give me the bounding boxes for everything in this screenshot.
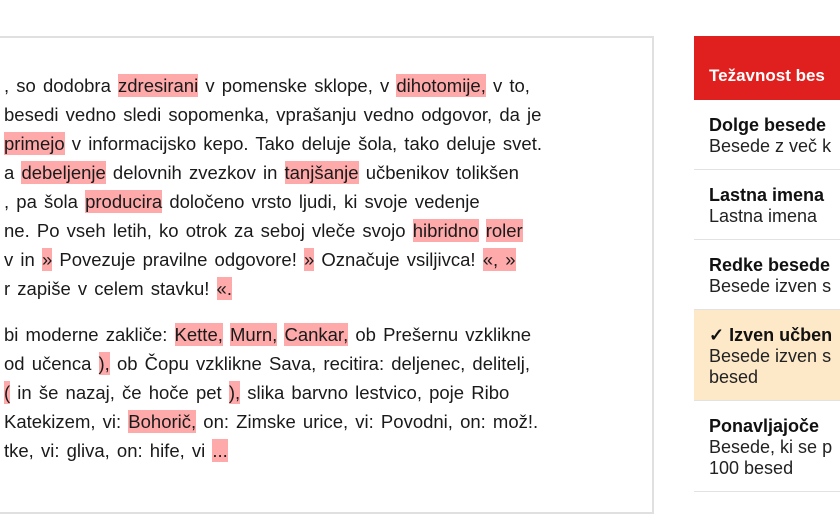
highlighted-word[interactable]: producira [85,191,163,212]
sidebar-category-item[interactable] [694,310,840,401]
text-line: Katekizem, vi: Bohorič, on: Zimske urice, vi: Povodni, on: mož!. [4,411,539,432]
text-line: , so dodobra zdresirani v pomenske sklope, v dihotomije, v to, [4,75,530,96]
text-line: bi moderne zakliče: Kette, Murn, Cankar, ob Prešernu vzklikne [4,324,532,345]
difficulty-sidebar [694,36,840,520]
category-description [709,346,840,388]
category-description [709,437,840,479]
description-line: Lastna imena [709,206,818,226]
highlighted-word[interactable]: ), [98,353,110,374]
highlighted-word[interactable]: hibridno [412,220,479,241]
text-line: od učenca ), ob Čopu vzklikne Sava, recitira: deljenec, delitelj, [4,353,531,374]
text-line: ne. Po vseh letih, ko otrok za seboj vleče svojo hibridno roler [4,220,523,241]
highlighted-word[interactable]: » [303,249,315,270]
category-title: ✓ Izven učben [709,325,833,345]
text-line: primejo v informacijsko kepo. Tako deluje šola, tako deluje svet. [4,133,542,154]
description-line: Besede z več k [709,136,832,156]
highlighted-word[interactable]: dihotomije, [396,75,486,96]
text-line: tke, vi: gliva, on: hife, vi ... [4,440,228,461]
category-title: Dolge besede [709,115,827,135]
sidebar-category-item[interactable] [694,240,840,310]
text-line: r zapiše v celem stavku! «. [4,278,232,299]
text-line: a debeljenje delovnih zvezkov in tanjšanje učbenikov tolikšen [4,162,519,183]
highlighted-word[interactable]: «, » [482,249,516,270]
highlighted-word[interactable]: Cankar, [284,324,349,345]
category-title: Ponavljajoče [709,416,820,436]
highlighted-word[interactable]: » [41,249,53,270]
category-title: Redke besede [709,255,831,275]
category-description [709,136,840,157]
highlighted-word[interactable]: Murn, [230,324,278,345]
description-line: Besede, ki se p [709,437,833,457]
text-line: , pa šola producira določeno vrsto ljudi, ki svoje vedenje [4,191,480,212]
category-description [709,276,840,297]
paragraph-1 [4,71,654,303]
highlighted-word[interactable]: debeljenje [21,162,106,183]
text-panel [0,36,654,514]
paragraph-2 [4,320,654,465]
sidebar-category-item[interactable] [694,170,840,240]
highlighted-word[interactable]: tanjšanje [284,162,359,183]
highlighted-word[interactable]: roler [485,220,523,241]
description-line: 100 besed [709,458,794,478]
highlighted-word[interactable]: «. [216,278,232,299]
text-line: v in » Povezuje pravilne odgovore! » Označuje vsiljivca! «, » [4,249,516,270]
description-line: Besede izven s [709,346,832,366]
highlighted-word[interactable]: Bohorič, [128,411,197,432]
highlighted-word[interactable]: ), [228,382,241,403]
text-line: besedi vedno sledi sopomenka, vprašanju vedno odgovor, da je [4,104,542,125]
sidebar-category-item[interactable] [694,401,840,492]
category-title: Lastna imena [709,185,825,205]
highlighted-word[interactable]: ... [212,440,228,461]
description-line: besed [709,367,759,387]
description-line: Besede izven s [709,276,832,296]
highlighted-word[interactable]: Kette, [174,324,223,345]
highlighted-word[interactable]: zdresirani [118,75,199,96]
sidebar-header: Težavnost bes [694,36,840,100]
highlighted-word[interactable]: primejo [4,133,65,154]
sidebar-category-item[interactable] [694,100,840,170]
highlighted-word[interactable]: ( [4,382,11,403]
text-line: ( in še nazaj, če hoče pet ), slika barvno lestvico, poje Ribo [4,382,510,403]
category-description [709,206,840,227]
